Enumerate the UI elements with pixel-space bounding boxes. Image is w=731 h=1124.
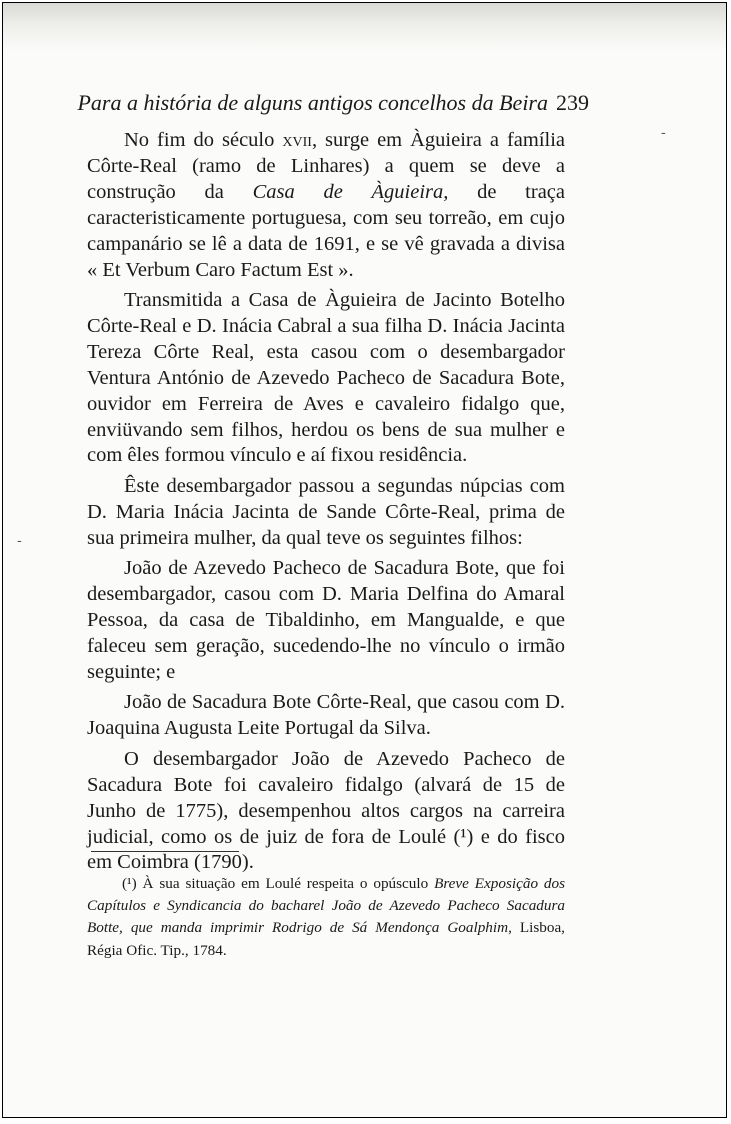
page-number: 239 [556, 90, 589, 115]
margin-mark: - [17, 533, 22, 549]
paragraph-3: Êste desembargador passou a segundas núpcias com D. Maria Inácia Jacinta de Sande Côrte-Real, prima de sua primeira mulher, da qual teve os seguintes filhos: [87, 474, 565, 549]
paragraph-text: e do fisco em Coimbra (1790). [87, 825, 565, 874]
running-head [3, 89, 589, 117]
century-numeral: xvii [282, 129, 312, 151]
paragraph-text: O desembargador João de Azevedo Pacheco de Sacadura Bote foi cavaleiro fidalgo (alvará de 15 de Junho de 1775), desempenhou altos cargos na carreira judicial, como os de juiz de fora de Loulé [87, 747, 565, 848]
paragraph-text: de traça caracteristicamente portuguesa, com seu torreão, em cujo campanário se lê a data de 1691, e se vê gravada a divisa « Et Verbum Caro Factum Est ». [87, 180, 565, 281]
body-text [87, 128, 565, 876]
paragraph-1 [87, 128, 565, 283]
footnote-reference[interactable]: (¹) [453, 825, 474, 848]
scan-shadow [3, 3, 726, 51]
paragraph-6 [87, 747, 565, 877]
footnote-text: À sua situação em Loulé respeita o opúsculo [136, 875, 435, 892]
footnote-divider [91, 851, 239, 852]
footnote-title: Breve Exposição dos Capítulos e Syndicancia do bacharel João de Azevedo Pacheco Sacadura Botte, que manda imprimir Rodrigo de Sá Mendonça Goalphim, [87, 875, 565, 937]
paragraph-text: No fim do século [124, 129, 283, 151]
footnote-text: Lisboa, Régia Ofic. Tip., 1784. [87, 919, 565, 959]
book-page [2, 2, 727, 1118]
paragraph-2: Transmitida a Casa de Àguieira de Jacinto Botelho Côrte-Real e D. Inácia Cabral a sua filha D. Inácia Jacinta Tereza Côrte Real, esta casou com o desembargador Ventura António de Azevedo Pacheco de Sacadura Bote, ouvidor em Ferreira de Aves e cavaleiro fidalgo que, enviüvando sem filhos, herdou os bens de sua mulher e com êles formou vínculo e aí fixou residência. [87, 289, 565, 467]
footnote-marker: (¹) [122, 875, 137, 892]
running-title: Para a história de alguns antigos concelhos da Beira [77, 90, 548, 115]
paragraph-text: , surge em Àguieira a família Côrte-Real (ramo de Linhares) a quem se deve a construção da [87, 129, 565, 203]
footnote [87, 873, 565, 962]
house-name: Casa de Àguieira, [252, 180, 449, 203]
paragraph-5: João de Sacadura Bote Côrte-Real, que casou com D. Joaquina Augusta Leite Portugal da Silva. [87, 691, 565, 740]
paragraph-4: João de Azevedo Pacheco de Sacadura Bote, que foi desembargador, casou com D. Maria Delfina do Amaral Pessoa, da casa de Tibaldinho, em Mangualde, e que faleceu sem geração, sucedendo-lhe no vínculo o irmão seguinte; e [87, 557, 565, 683]
margin-mark: - [661, 125, 666, 141]
